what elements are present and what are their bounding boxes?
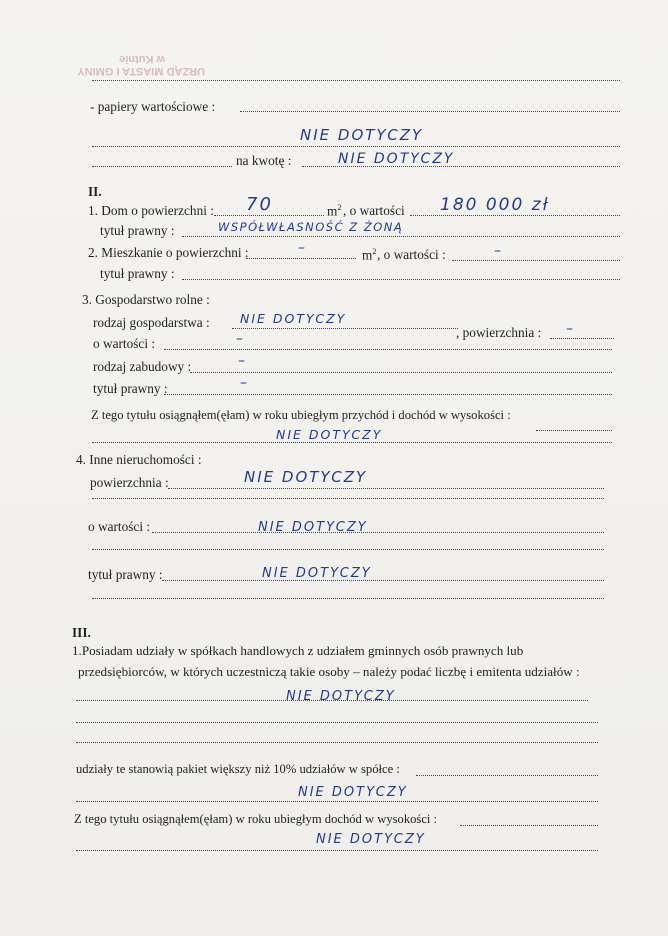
dotted-line (92, 598, 604, 599)
stamp-line-2: w Kutnie (119, 53, 165, 65)
section-3-heading: III. (72, 625, 91, 640)
mieszkanie-tytul-label: tytuł prawny : (100, 266, 175, 281)
inne-tytul-value: NIE DOTYCZY (262, 566, 372, 581)
dotted-line (550, 338, 614, 339)
dotted-line (92, 498, 604, 499)
gosp-dochod-label: Z tego tytułu osiągnąłem(ęłam) w roku ubiegłym przychód i dochód w wysokości : (91, 408, 511, 422)
papiery-label: - papiery wartościowe : (90, 99, 216, 114)
gospodarstwo-label: 3. Gospodarstwo rolne : (82, 292, 210, 307)
dotted-line (190, 372, 612, 373)
dotted-line (92, 549, 604, 550)
gosp-wartosc-value: – (236, 331, 245, 347)
gosp-wartosc-label: o wartości : (93, 336, 156, 351)
dotted-line (162, 580, 604, 581)
na-kwote-value: NIE DOTYCZY (338, 151, 455, 167)
inne-label: 4. Inne nieruchomości : (76, 452, 202, 467)
dotted-line (182, 236, 620, 237)
dotted-line (240, 111, 620, 112)
dotted-line (92, 80, 620, 81)
dotted-line (536, 430, 612, 431)
inne-wartosc-value: NIE DOTYCZY (258, 520, 368, 535)
gosp-rodzaj-label: rodzaj gospodarstwa : (93, 315, 210, 330)
dotted-line (182, 279, 620, 280)
section-2-heading: II. (88, 184, 102, 199)
dotted-line (76, 850, 598, 851)
gosp-rodzaj-value: NIE DOTYCZY (240, 311, 347, 326)
dotted-line (214, 215, 324, 216)
mieszkanie-unit: $m^2$ (362, 247, 377, 263)
mieszkanie-wartosc-value: – (494, 243, 503, 259)
gosp-zabudowa-label: rodzaj zabudowy : (93, 359, 192, 374)
gosp-zabudowa-value: – (238, 353, 247, 369)
mieszkanie-label: 2. Mieszkanie o powierzchni : (88, 245, 249, 260)
mieszkanie-area-value: – (298, 240, 307, 256)
dotted-line (152, 532, 604, 533)
dotted-line (168, 488, 604, 489)
dotted-line (164, 349, 612, 350)
gosp-powierzchnia-label: , powierzchnia : (456, 325, 542, 340)
udzialy-value: NIE DOTYCZY (286, 689, 396, 704)
dotted-line (460, 825, 598, 826)
gosp-tytul-label: tytuł prawny : (93, 381, 168, 396)
inne-tytul-label: tytuł prawny : (88, 567, 163, 582)
stamp-line-1: URZĄD MIASTA I GMINY (77, 65, 205, 77)
pakiet-label: udziały te stanowią pakiet większy niż 10% udziałów w spółce : (76, 762, 400, 776)
section-3-line-2: przedsiębiorców, w których uczestniczą takie osoby – należy podać liczbę i emitenta udziałów : (78, 664, 580, 679)
dotted-line (76, 801, 598, 802)
dotted-line (164, 394, 612, 395)
dotted-line (410, 215, 620, 216)
mieszkanie-wartosc-label: , o wartości : (377, 247, 446, 262)
dom-label: 1. Dom o powierzchni : (88, 203, 214, 218)
dom-wartosc-value: 180 000 zł (440, 195, 550, 215)
dotted-line (76, 722, 598, 723)
section-3-line-1: 1.Posiadam udziały w spółkach handlowych z udziałem gminnych osób prawnych lub (72, 643, 524, 658)
dotted-line (92, 166, 232, 167)
dom-tytul-label: tytuł prawny : (100, 223, 175, 238)
dotted-line (232, 328, 458, 329)
dotted-line (246, 258, 356, 259)
dom-area-unit: $m^2$ (327, 203, 342, 219)
gosp-tytul-value: – (240, 375, 249, 391)
na-kwote-label: na kwotę : (236, 153, 292, 168)
dochod-label: Z tego tytułu osiągnąłem(ęłam) w roku ubiegłym dochód w wysokości : (74, 812, 438, 826)
inne-powierzchnia-label: powierzchnia : (90, 475, 169, 490)
inne-wartosc-label: o wartości : (88, 519, 151, 534)
dotted-line (416, 775, 598, 776)
office-stamp (30, 22, 205, 77)
papiery-value: NIE DOTYCZY (300, 126, 424, 144)
dotted-line (76, 742, 598, 743)
inne-powierzchnia-value: NIE DOTYCZY (244, 468, 368, 486)
dom-wartosc-label: , o wartości (343, 203, 405, 218)
dochod-value: NIE DOTYCZY (316, 832, 426, 847)
dotted-line (452, 260, 620, 261)
dotted-line (92, 442, 612, 443)
pakiet-value: NIE DOTYCZY (298, 785, 408, 800)
gosp-powierzchnia-value: – (566, 321, 575, 337)
dotted-line (92, 146, 620, 147)
gosp-dochod-value: NIE DOTYCZY (276, 427, 383, 442)
dom-tytul-value: WSPÓŁWŁASNOŚĆ Z ŻONĄ (218, 220, 404, 234)
dom-area-value: 70 (246, 194, 273, 215)
